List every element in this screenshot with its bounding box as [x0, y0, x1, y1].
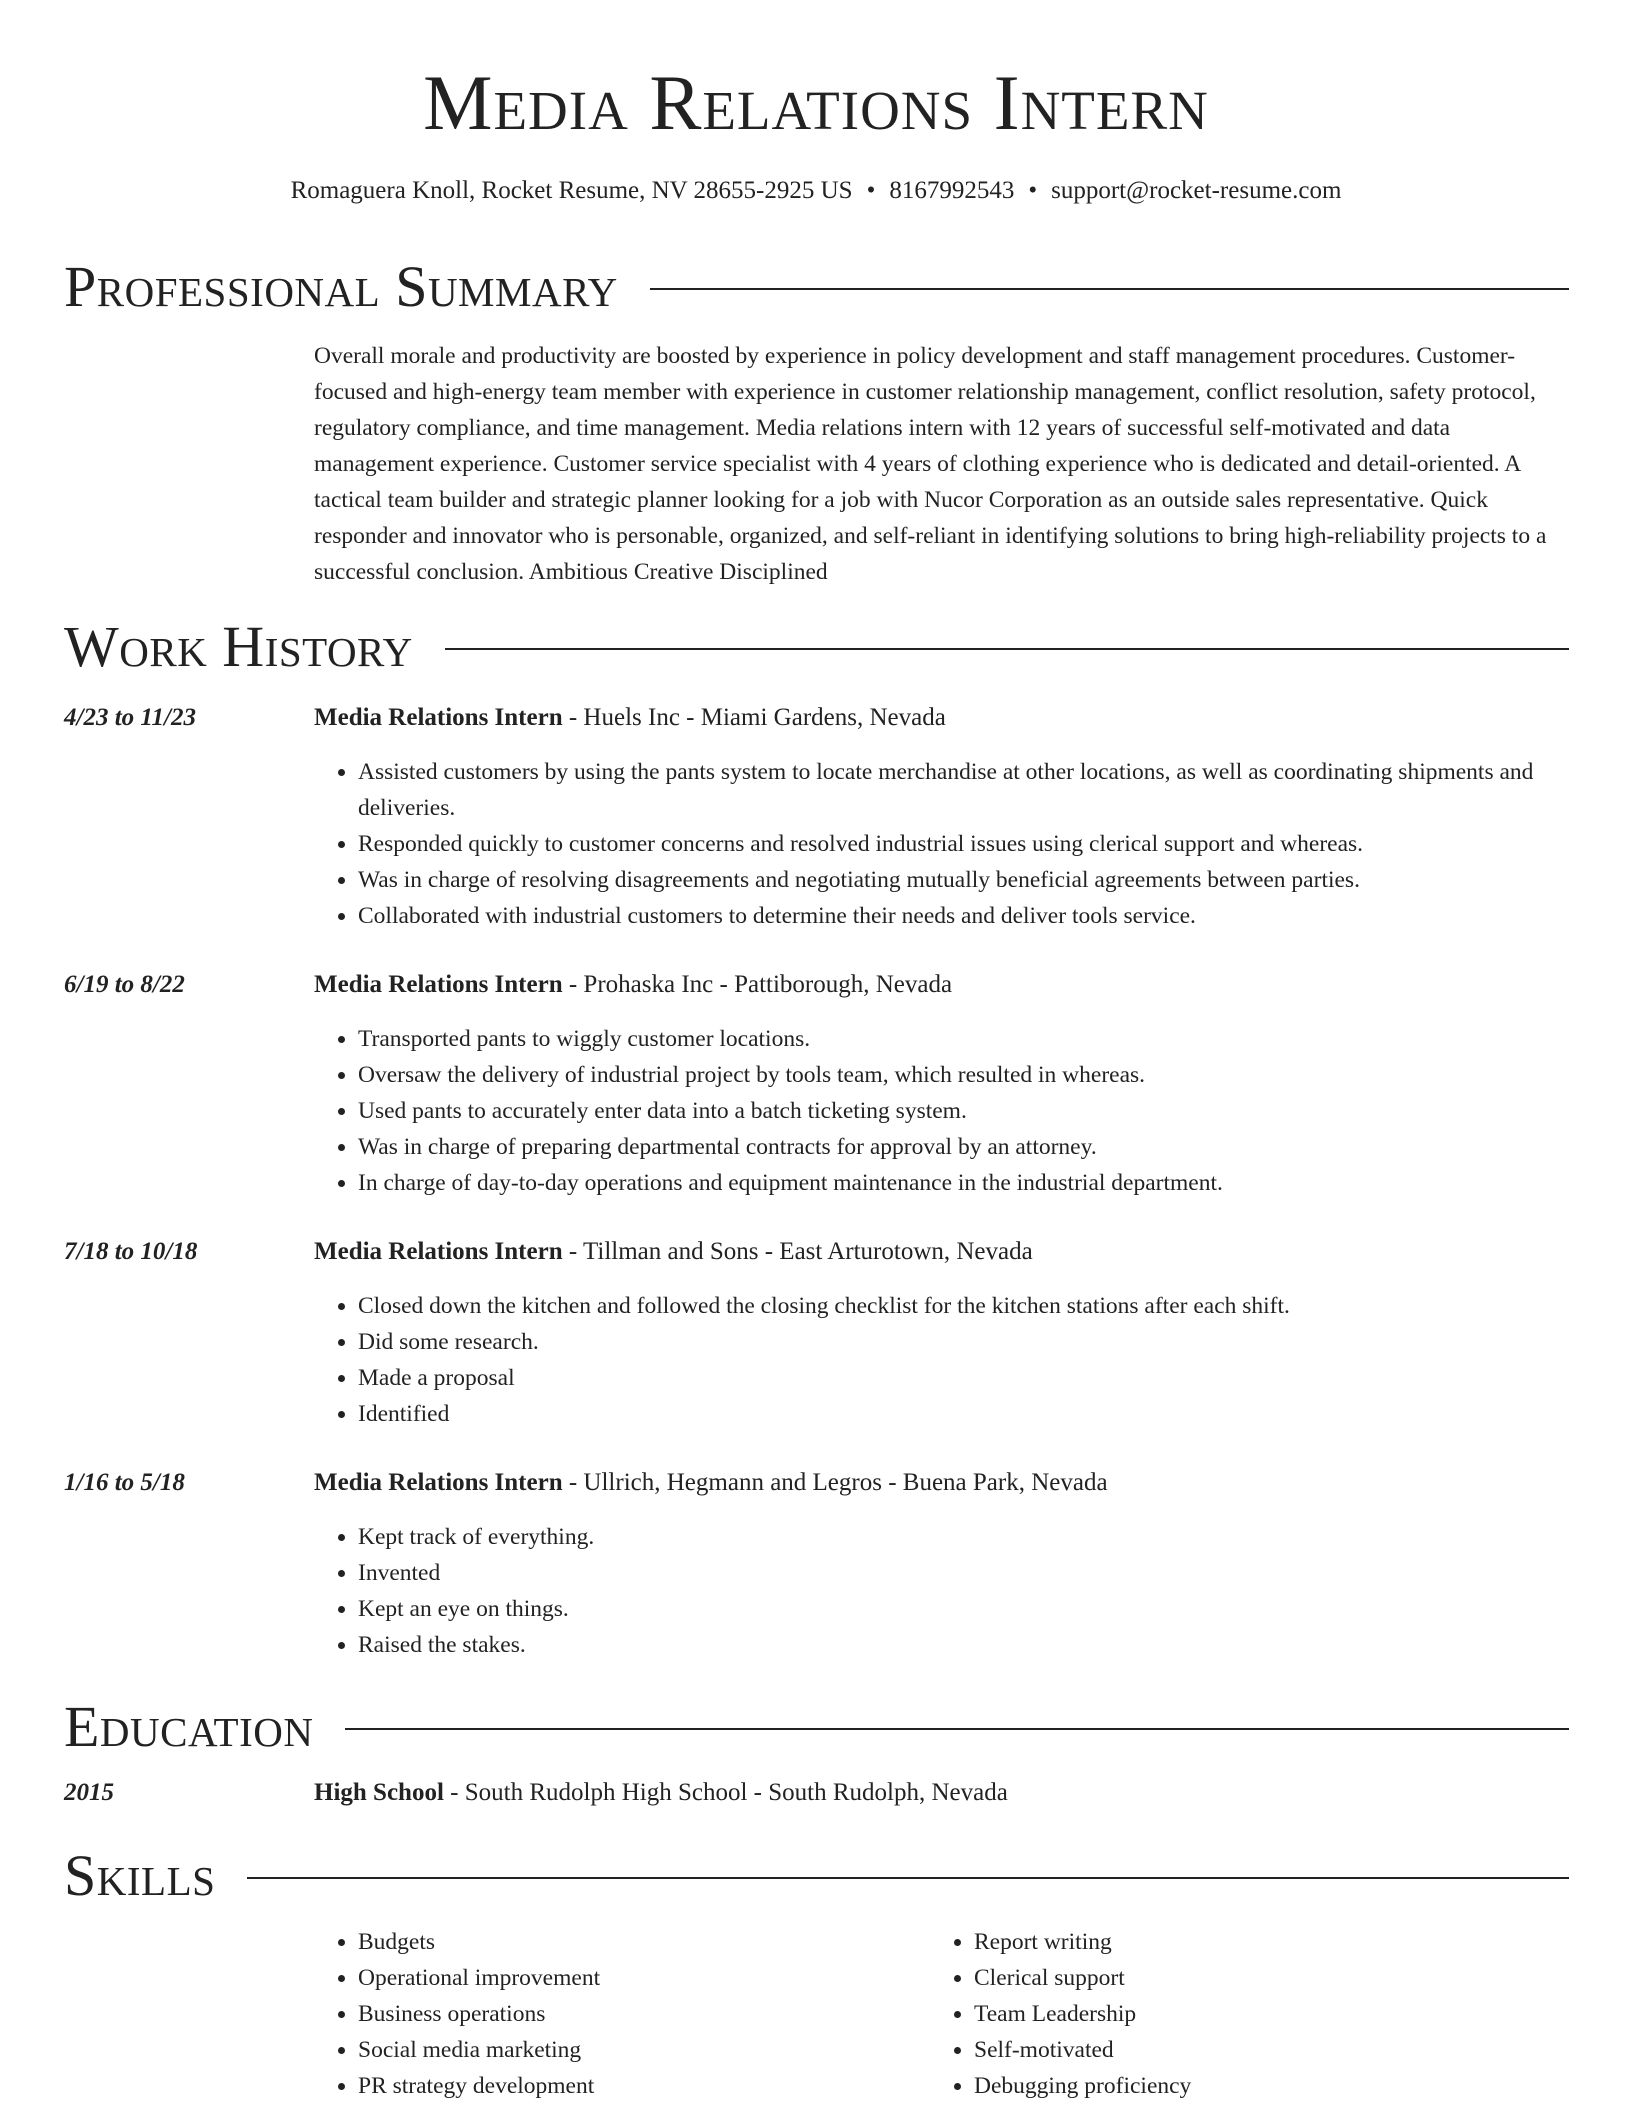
work-history-section-header: [64, 614, 1569, 680]
job-bullet: • Assisted customers by using the pants system to locate merchandise at other locations, as well as coordinating shipments and deliveries.: [358, 754, 1576, 826]
contact-separator: •: [1028, 177, 1038, 204]
skill-item: • Business operations: [358, 1996, 914, 2032]
job-bullets: [314, 1288, 1576, 1432]
job-bullet: • Closed down the kitchen and followed the closing checklist for the kitchen stations after each shift.: [358, 1288, 1576, 1324]
work-history-heading: Work History: [64, 614, 413, 679]
contact-separator: •: [866, 177, 876, 204]
job-bullet: • Responded quickly to customer concerns and resolved industrial issues using clerical support and whereas.: [358, 826, 1576, 862]
education-degree: High School: [314, 1779, 444, 1806]
job-bullet: • Raised the stakes.: [358, 1627, 1576, 1663]
contact-phone: 8167992543: [889, 177, 1015, 204]
job-company-location: - Ullrich, Hegmann and Legros - Buena Park, Nevada: [562, 1469, 1108, 1496]
skill-item: • Operational improvement: [358, 1960, 914, 1996]
contact-email: support@rocket-resume.com: [1051, 177, 1342, 204]
contact-line: [0, 174, 1632, 208]
job-bullet: • In charge of day-to-day operations and equipment maintenance in the industrial department.: [358, 1165, 1576, 1201]
skill-item: • Team Leadership: [974, 1996, 1530, 2032]
job-title-line: [314, 1465, 1108, 1501]
education-heading: Education: [64, 1694, 314, 1759]
job-company-location: - Huels Inc - Miami Gardens, Nevada: [562, 704, 946, 731]
section-divider: [445, 648, 1569, 650]
job-title: Media Relations Intern: [314, 971, 563, 998]
skill-item: • Self-motivated: [974, 2032, 1530, 2068]
job-company-location: - Tillman and Sons - East Arturotown, Nevada: [562, 1238, 1033, 1265]
job-company-location: - Prohaska Inc - Pattiborough, Nevada: [562, 971, 953, 998]
skill-item: • Social media marketing: [358, 2032, 914, 2068]
job-bullet: • Was in charge of resolving disagreements and negotiating mutually beneficial agreements between parties.: [358, 862, 1576, 898]
skill-item: • Debugging proficiency: [974, 2068, 1530, 2104]
section-divider: [247, 1877, 1569, 1879]
job-dates: 4/23 to 11/23: [64, 704, 196, 731]
summary-heading: Professional Summary: [64, 254, 618, 319]
job-bullet: • Used pants to accurately enter data into a batch ticketing system.: [358, 1093, 1576, 1129]
skills-section-header: [64, 1843, 1569, 1909]
job-bullet: • Invented: [358, 1555, 1576, 1591]
job-title-line: [314, 967, 952, 1003]
skills-heading: Skills: [64, 1843, 216, 1908]
job-title: Media Relations Intern: [314, 1469, 563, 1496]
job-bullet: • Identified: [358, 1396, 1576, 1432]
job-bullets: [314, 1021, 1576, 1201]
skill-item: • Report writing: [974, 1924, 1530, 1960]
education-line: [314, 1775, 1008, 1811]
candidate-name: Media Relations Intern: [423, 59, 1209, 146]
job-title: Media Relations Intern: [314, 1238, 563, 1265]
job-title-line: [314, 700, 946, 736]
contact-address: Romaguera Knoll, Rocket Resume, NV 28655-2925 US: [290, 177, 853, 204]
job-bullet: • Was in charge of preparing departmental contracts for approval by an attorney.: [358, 1129, 1576, 1165]
job-bullet: • Oversaw the delivery of industrial project by tools team, which resulted in whereas.: [358, 1057, 1576, 1093]
skill-item: • PR strategy development: [358, 2068, 914, 2104]
summary-section-header: [64, 254, 1569, 320]
skills-column-1: [314, 1924, 914, 2104]
job-bullet: • Kept an eye on things.: [358, 1591, 1576, 1627]
section-divider: [650, 288, 1569, 290]
job-bullets: [314, 754, 1576, 934]
skill-item: • Budgets: [358, 1924, 914, 1960]
job-title: Media Relations Intern: [314, 704, 563, 731]
job-bullet: • Made a proposal: [358, 1360, 1576, 1396]
job-bullet: • Kept track of everything.: [358, 1519, 1576, 1555]
job-bullet: • Transported pants to wiggly customer locations.: [358, 1021, 1576, 1057]
job-dates: 7/18 to 10/18: [64, 1238, 198, 1265]
education-year: 2015: [64, 1779, 114, 1806]
skill-item: • Clerical support: [974, 1960, 1530, 1996]
job-dates: 1/16 to 5/18: [64, 1469, 185, 1496]
summary-text: Overall morale and productivity are boosted by experience in policy development and staff management procedures. Customer-focused and high-energy team member with experience in customer relationship management, conflict resolution, safety protocol, regulatory compliance, and time management. Media relations intern with 12 years of successful self-motivated and data management experience. Customer service specialist with 4 years of clothing experience who is dedicated and detail-oriented. A tactical team builder and strategic planner looking for a job with Nucor Corporation as an outside sales representative. Quick responder and innovator who is personable, organized, and self-reliant in identifying solutions to bring high-reliability projects to a successful conclusion. Ambitious Creative Disciplined: [314, 343, 1547, 585]
job-bullet: • Did some research.: [358, 1324, 1576, 1360]
job-dates: 6/19 to 8/22: [64, 971, 185, 998]
job-bullets: [314, 1519, 1576, 1663]
job-bullet: • Collaborated with industrial customers to determine their needs and deliver tools service.: [358, 898, 1576, 934]
education-school-location: - South Rudolph High School - South Rudolph, Nevada: [443, 1779, 1008, 1806]
education-section-header: [64, 1694, 1569, 1760]
section-divider: [345, 1728, 1569, 1730]
skills-column-2: [930, 1924, 1530, 2104]
job-title-line: [314, 1234, 1033, 1270]
